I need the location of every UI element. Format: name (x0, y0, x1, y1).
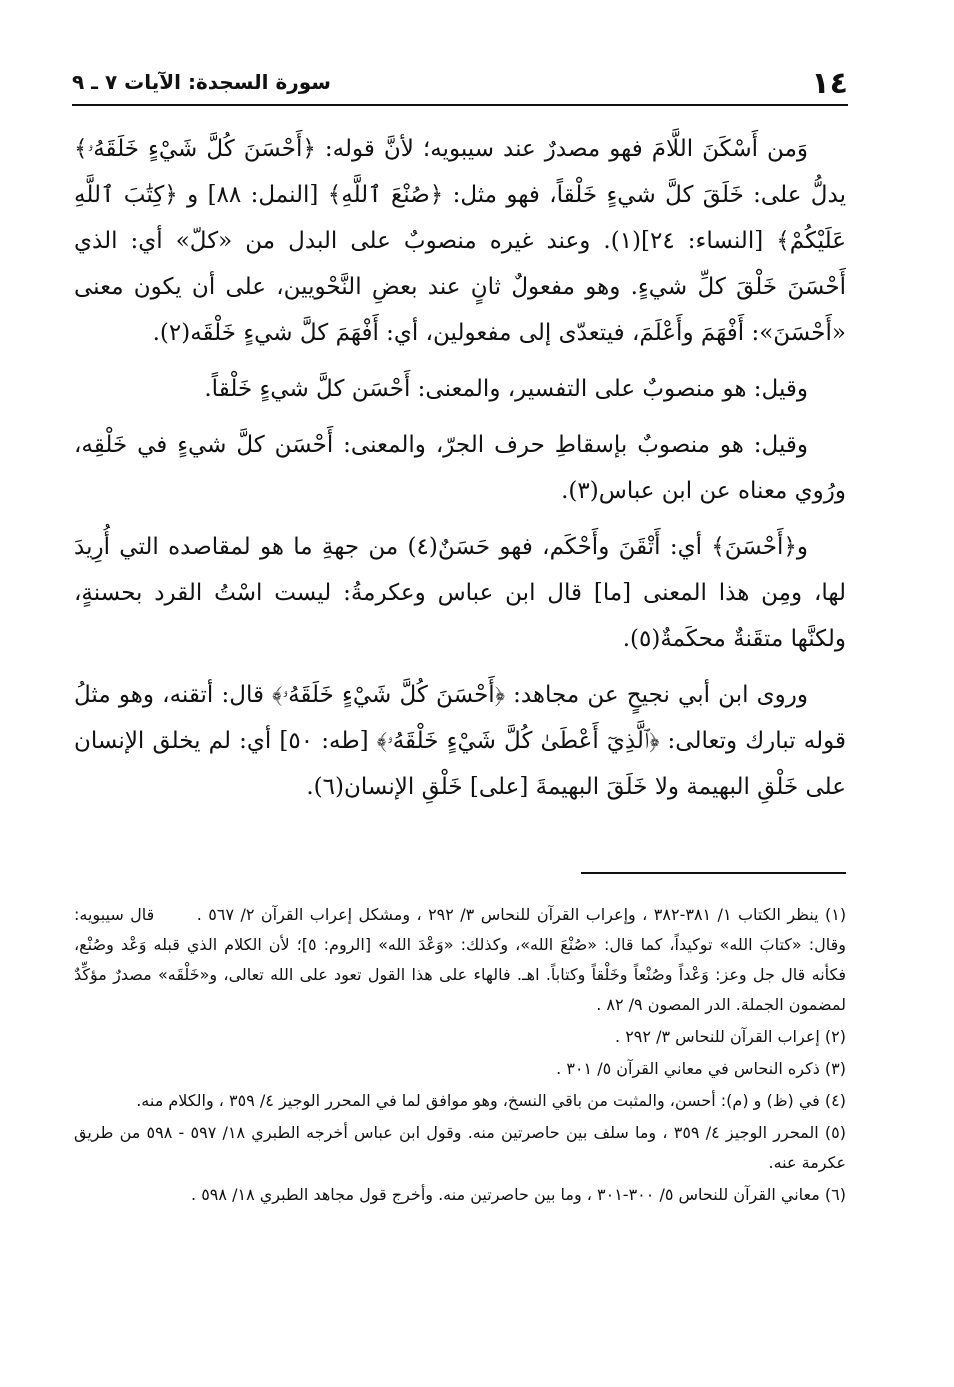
footnote-text: (٣) ذكره النحاس في معاني القرآن ٥/ ٣٠١ . (556, 1059, 846, 1078)
paragraph: وقيل: هو منصوبٌ على التفسير، والمعنى: أَحْسَن كلَّ شيءٍ خَلْقاً. (204, 376, 808, 402)
footnote-text: (٢) إعراب القرآن للنحاس ٣/ ٢٩٢ . (615, 1027, 846, 1046)
footnote-continuation: - ٥٩٨ من طريق عكرمة عنه. (74, 1123, 846, 1172)
footnote-2 (74, 1022, 846, 1052)
footnote-6 (74, 1180, 846, 1210)
footnote-4 (74, 1086, 846, 1116)
footnote-text: (٥) المحرر الوجيز ٤/ ٣٥٩ ، وما سلف بين حاصرتين منه. وقول ابن عباس أخرجه الطبري ١٨/ ٥٩٧ (190, 1123, 847, 1142)
footnote-3 (74, 1054, 846, 1084)
paragraph: وَمن أَسْكَنَ اللَّامَ فهو مصدرٌ عند سيبويه؛ لأنَّ قوله: ﴿أَحْسَنَ كُلَّ شَيْءٍ خَلَقَهُۥ﴾ يدلُّ على: خَلَقَ كلَّ شيءٍ خَلْقاً، فهو مثل: ﴿صُنْعَ ٱللَّهِ﴾ [النمل: ٨٨] و ﴿كِتَٰبَ ٱللَّهِ عَلَيْكُمْ﴾ [النساء: ٢٤](١). وعند غيره منصوبٌ على البدل من «كلّ» أي: الذي أَحْسَنَ خَلْقَ كلِّ شيءٍ. وهو مفعولٌ ثانٍ عند بعضِ النَّحْويين، على أن يكون معنى «أَحْسَنَ»: أَفْهَمَ وأَعْلَمَ، فيتعدّى إلى مفعولين، أي: أَفْهَمَ كلَّ شيءٍ خَلْقَه(٢). (74, 136, 846, 346)
footnote-1 (74, 900, 846, 1020)
page-number: ١٤ (811, 66, 848, 101)
footnote-continuation: قال سيبويه: وقال: «كتابَ الله» توكيداً، كما قال: «صُنْعَ الله»، وكذلك: «وَعْدَ الله» [الروم: ٥]؛ لأن الكلام الذي قبله وَعْد وصُنْع، فكأنه قال جل وعز: وَعْداً وصُنْعاً وخَلْقاً وكتاباً. اهـ. فالهاء على هذا القول تعود على الله تعالى، و«خَلْقَه» مصدرٌ مؤكِّدٌ لمضمون الجملة. الدر المصون ٩/ ٨٢ . (74, 905, 847, 1014)
running-title: سورة السجدة: الآيات ٧ ـ ٩ (72, 70, 331, 94)
footnote-text: (١) ينظر الكتاب ١/ ٣٨١-٣٨٢ ، وإعراب القرآن للنحاس ٣/ ٢٩٢ ، ومشكل إعراب القرآن ٢/ ٥٦٧ . (196, 905, 847, 924)
main-text (74, 126, 846, 810)
paragraph: وروى ابن أبي نجيحٍ عن مجاهد: ﴿أَحْسَنَ كُلَّ شَيْءٍ خَلَقَهُۥ﴾ قال: أتقنه، وهو مثلُ قوله تبارك وتعالى: ﴿ٱلَّذِيٓ أَعْطَىٰ كُلَّ شَيْءٍ خَلْقَهُۥ﴾ [طه: ٥٠] أي: لم يخلق الإنسان على خَلْقِ البهيمة ولا خَلَقَ البهيمةَ [على] خَلْقِ الإنسان(٦). (74, 682, 846, 800)
page-header (72, 64, 848, 106)
footnote-continuation: والكلام منه. (136, 1091, 214, 1110)
footnote-divider (581, 872, 846, 874)
paragraph: وقيل: هو منصوبٌ بإسقاطِ حرف الجرّ، والمعنى: أَحْسَن كلَّ شيءٍ في خَلْقِه، ورُوي معناه عن ابن عباس(٣). (74, 432, 846, 504)
footnote-text: (٤) في (ظ) و (م): أحسن، والمثبت من باقي النسخ، وهو موافق لما في المحرر الوجيز ٤/ ٣٥٩ ، (218, 1091, 846, 1110)
footnote-5 (74, 1118, 846, 1178)
footnote-text: (٦) معاني القرآن للنحاس ٥/ ٣٠٠-٣٠١ ، وما بين حاصرتين منه. وأخرج قول مجاهد الطبري ١٨/ ٥٩٨ . (191, 1185, 846, 1204)
paragraph: و﴿أَحْسَنَ﴾ أي: أَتْقَنَ وأَحْكَم، فهو حَسَنٌ(٤) من جهةِ ما هو لمقاصده التي أُرِيدَ لها، ومِن هذا المعنى [ما] قال ابن عباس وعكرمةُ: ليست اسْتُ القرد بحسنةٍ، ولكنَّها متقَنةٌ محكَمةٌ(٥). (74, 534, 846, 652)
footnotes (74, 900, 846, 1212)
